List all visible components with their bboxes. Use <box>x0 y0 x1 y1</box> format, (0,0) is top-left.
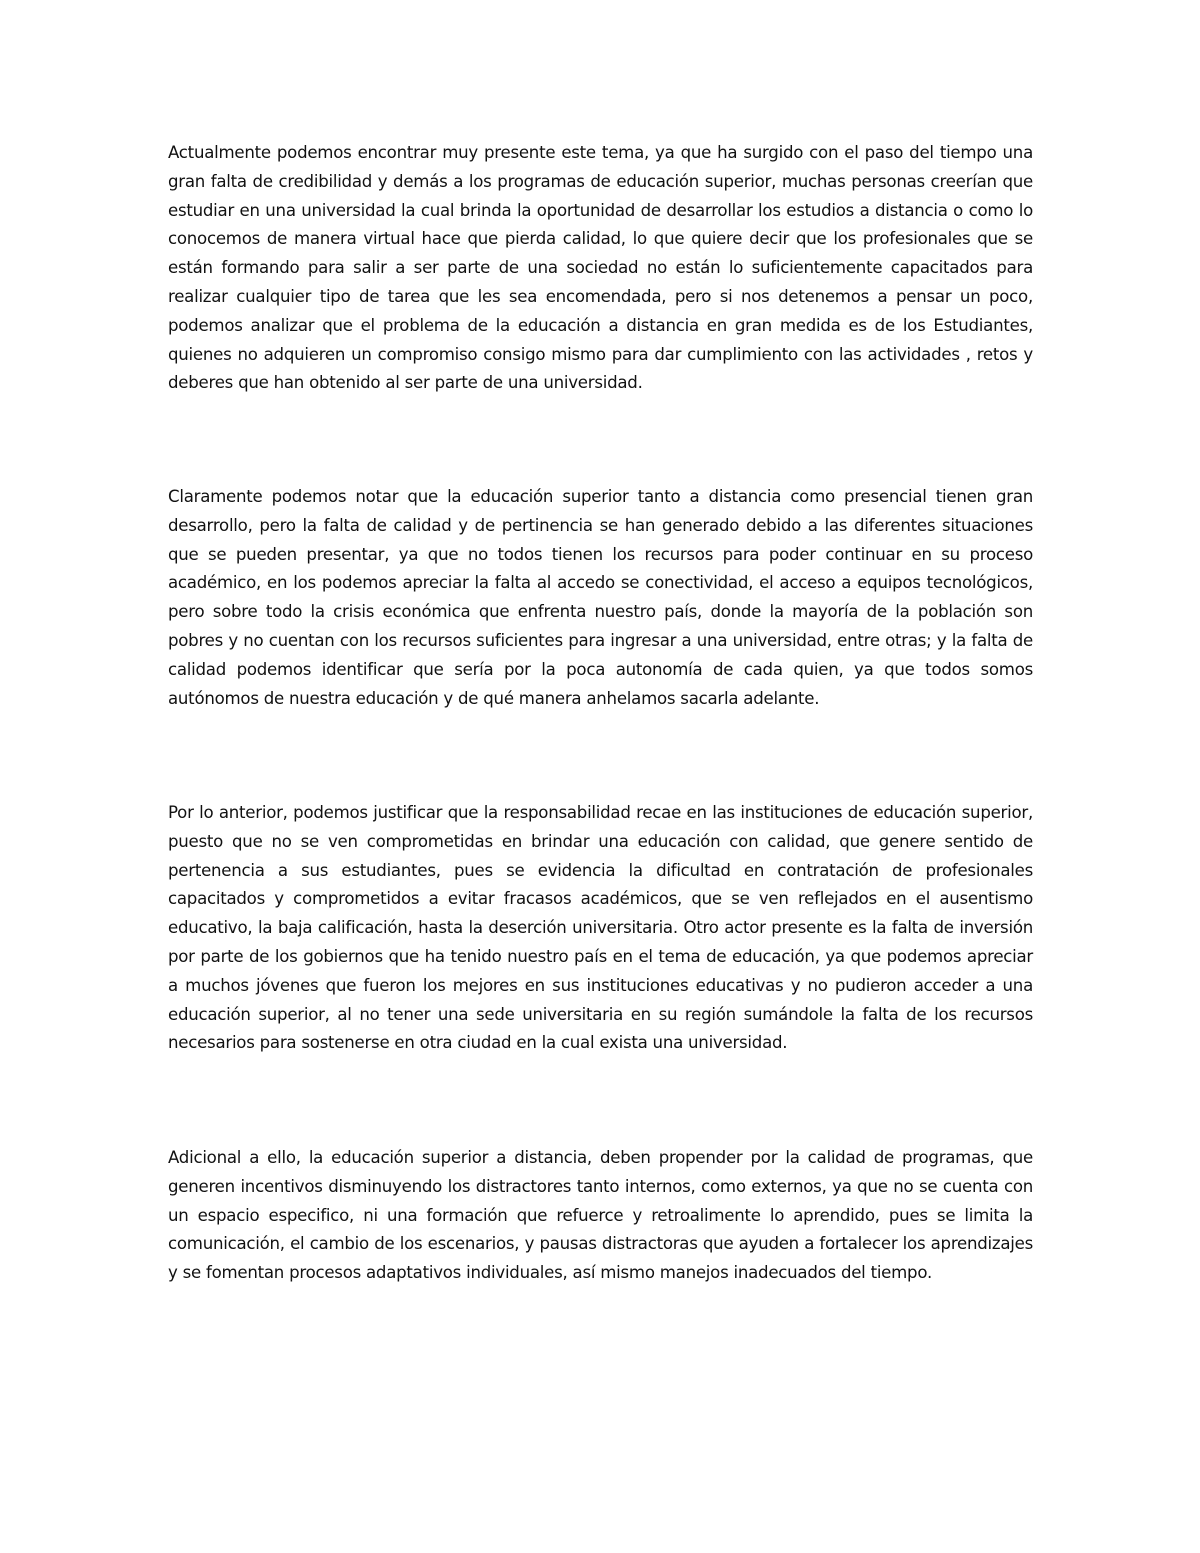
paragraph-1: Actualmente podemos encontrar muy presente este tema, ya que ha surgido con el paso del tiempo una gran falta de credibilidad y demás a los programas de educación superior, muchas personas creerían que estudiar en una universidad la cual brinda la oportunidad de desarrollar los estudios a distancia o como lo conocemos de manera virtual hace que pierda calidad, lo que quiere decir que los profesionales que se están formando para salir a ser parte de una sociedad no están lo suficientemente capacitados para realizar cualquier tipo de tarea que les sea encomendada, pero si nos detenemos a pensar un poco, podemos analizar que el problema de la educación a distancia en gran medida es de los Estudiantes, quienes no adquieren un compromiso consigo mismo para dar cumplimiento con las actividades , retos y deberes que han obtenido al ser parte de una universidad. <box>168 143 1033 393</box>
paragraph-4: Adicional a ello, la educación superior a distancia, deben propender por la calidad de programas, que generen incentivos disminuyendo los distractores tanto internos, como externos, ya que no se cuenta con un espacio especifico, ni una formación que refuerce y retroalimente lo aprendido, pues se limita la comunicación, el cambio de los escenarios, y pausas distractoras que ayuden a fortalecer los aprendizajes y se fomentan procesos adaptativos individuales, así mismo manejos inadecuados del tiempo. <box>168 1148 1033 1283</box>
paragraph-3: Por lo anterior, podemos justificar que la responsabilidad recae en las instituciones de educación superior, puesto que no se ven comprometidas en brindar una educación con calidad, que genere sentido de pertenencia a sus estudiantes, pues se evidencia la dificultad en contratación de profesionales capacitados y comprometidos a evitar fracasos académicos, que se ven reflejados en el ausentismo educativo, la baja calificación, hasta la deserción universitaria. Otro actor presente es la falta de inversión por parte de los gobiernos que ha tenido nuestro país en el tema de educación, ya que podemos apreciar a muchos jóvenes que fueron los mejores en sus instituciones educativas y no pudieron acceder a una educación superior, al no tener una sede universitaria en su región sumándole la falta de los recursos necesarios para sostenerse en otra ciudad en la cual exista una universidad. <box>168 803 1033 1053</box>
paragraph-2: Claramente podemos notar que la educación superior tanto a distancia como presencial tienen gran desarrollo, pero la falta de calidad y de pertinencia se han generado debido a las diferentes situaciones que se pueden presentar, ya que no todos tienen los recursos para poder continuar en su proceso académico, en los podemos apreciar la falta al accedo se conectividad, el acceso a equipos tecnológicos, pero sobre todo la crisis económica que enfrenta nuestro país, donde la mayoría de la población son pobres y no cuentan con los recursos suficientes para ingresar a una universidad, entre otras; y la falta de calidad podemos identificar que sería por la poca autonomía de cada quien, ya que todos somos autónomos de nuestra educación y de qué manera anhelamos sacarla adelante. <box>168 487 1033 708</box>
